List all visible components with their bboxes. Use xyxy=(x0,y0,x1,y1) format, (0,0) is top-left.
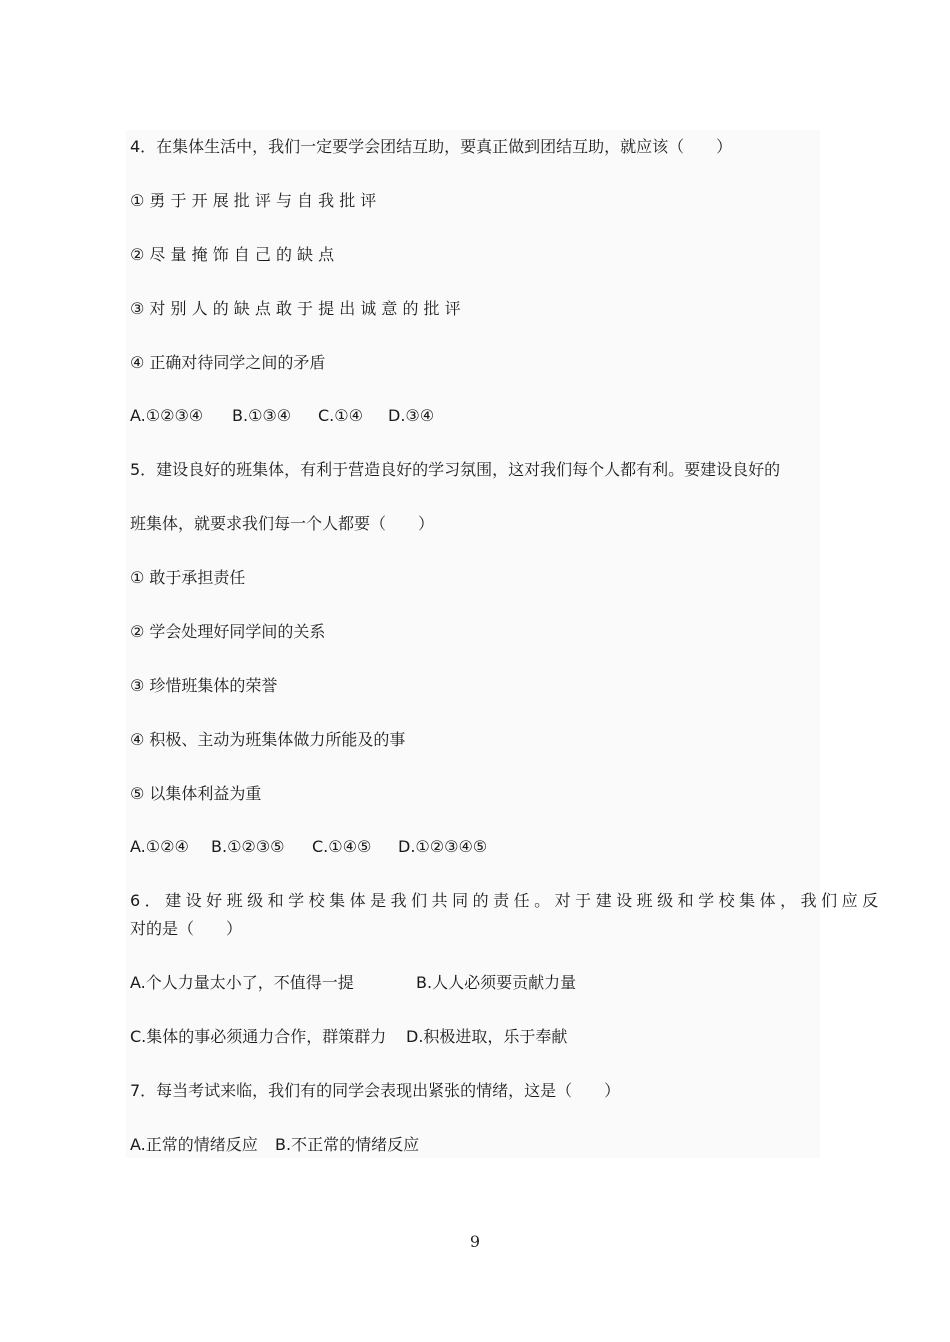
q5-option-a: A.①②④ xyxy=(130,837,189,856)
q5-item-5: ⑤ 以集体利益为重 xyxy=(130,784,262,803)
q6-option-c: C.集体的事必须通力合作，群策群力 xyxy=(130,1027,387,1046)
q6-option-a: A.个人力量太小了，不值得一提 xyxy=(130,973,354,992)
q7-options xyxy=(130,1135,419,1155)
q4-options xyxy=(130,406,434,426)
q4-item-4: ④ 正确对待同学之间的矛盾 xyxy=(130,353,326,372)
q4-option-c: C.①④ xyxy=(318,406,363,425)
q7-option-b: B.不正常的情绪反应 xyxy=(275,1135,420,1154)
q5-option-b: B.①②③⑤ xyxy=(211,837,285,856)
q6-stem-line-2: 对的是（ ） xyxy=(130,919,243,938)
q5-item-2: ② 学会处理好同学间的关系 xyxy=(130,622,326,641)
q4-option-b: B.①③④ xyxy=(232,406,292,425)
question-block xyxy=(126,130,883,1158)
q6-options-row-2 xyxy=(130,1027,567,1047)
q6-options-row-1 xyxy=(130,973,576,993)
q7-stem: 7．每当考试来临，我们有的同学会表现出紧张的情绪，这是（ ） xyxy=(130,1081,621,1100)
q6-option-b: B.人人必须要贡献力量 xyxy=(416,973,577,992)
q4-item-3: ③ 对 别 人 的 缺 点 敢 于 提 出 诚 意 的 批 评 xyxy=(130,299,461,318)
q5-options xyxy=(130,837,487,857)
q4-option-a: A.①②③④ xyxy=(130,406,204,425)
q5-item-3: ③ 珍惜班集体的荣誉 xyxy=(130,676,278,695)
q5-option-d: D.①②③④⑤ xyxy=(398,837,488,856)
q4-item-1: ① 勇 于 开 展 批 评 与 自 我 批 评 xyxy=(130,191,377,210)
q6-stem-line-1: 6．建设好班级和学校集体是我们共同的责任。对于建设班级和学校集体，我们应反 xyxy=(130,891,883,910)
q5-stem-line-2: 班集体，就要求我们每一个人都要（ ） xyxy=(130,514,435,533)
q4-option-d: D.③④ xyxy=(388,406,435,425)
q5-item-1: ① 敢于承担责任 xyxy=(130,568,246,587)
page-number: 9 xyxy=(469,1232,481,1251)
q4-stem: 4．在集体生活中，我们一定要学会团结互助，要真正做到团结互助，就应该（ ） xyxy=(130,137,733,156)
q6-option-d: D.积极进取，乐于奉献 xyxy=(406,1027,568,1046)
q7-option-a: A.正常的情绪反应 xyxy=(130,1135,258,1154)
q5-item-4: ④ 积极、主动为班集体做力所能及的事 xyxy=(130,730,406,749)
q5-stem-line-1: 5．建设良好的班集体，有利于营造良好的学习氛围，这对我们每个人都有利。要建设良好的 xyxy=(130,460,781,479)
q4-item-2: ② 尽 量 掩 饰 自 己 的 缺 点 xyxy=(130,245,335,264)
q5-option-c: C.①④⑤ xyxy=(312,837,372,856)
